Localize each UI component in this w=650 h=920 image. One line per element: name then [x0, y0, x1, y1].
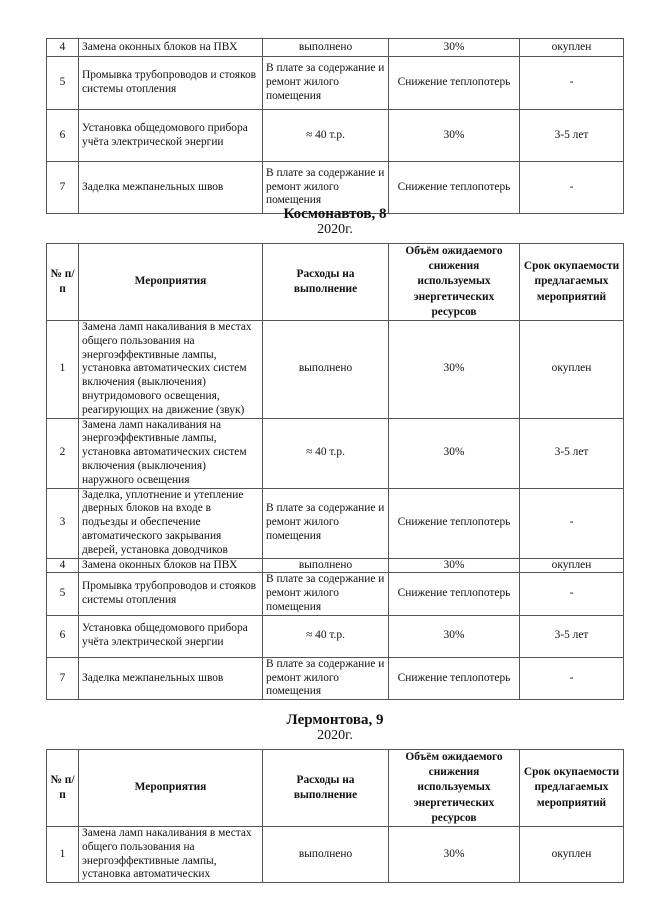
header-payback: Срок окупаемости предлагаемых мероприятий [520, 244, 624, 321]
table-row [47, 488, 624, 558]
activity-cell: Заделка, уплотнение и утепление дверных блоков на входе в подъезды и обеспечение автоматического закрывания дверей, установка доводчиков [79, 488, 263, 558]
activity-cell: Установка общедомового прибора учёта электрической энергии [79, 615, 263, 657]
cost-cell: В плате за содержание и ремонт жилого помещения [263, 657, 389, 699]
table-row [47, 573, 624, 615]
payback-cell: окуплен [520, 558, 624, 573]
activity-cell: Замена ламп накаливания на энергоэффективные лампы, установка автоматических систем включения (выключения) наружного освещения [79, 418, 263, 488]
volume-cell: Снижение теплопотерь [389, 488, 520, 558]
year-label: 2020г. [317, 222, 353, 237]
header-activity: Мероприятия [79, 750, 263, 827]
header-payback: Срок окупаемости предлагаемых мероприятий [520, 750, 624, 827]
header-volume: Объём ожидаемого снижения используемых энергетических ресурсов [389, 244, 520, 321]
activity-cell: Замена оконных блоков на ПВХ [79, 39, 263, 57]
payback-cell: 3-5 лет [520, 615, 624, 657]
section-heading-kosmonavtov [0, 206, 650, 237]
cost-cell: выполнено [263, 321, 389, 419]
volume-cell: 30% [389, 615, 520, 657]
payback-cell: окуплен [520, 39, 624, 57]
header-number: № п/п [47, 244, 79, 321]
payback-cell: 3-5 лет [520, 418, 624, 488]
address-title: Лермонтова, 9 [286, 712, 384, 728]
measures-table-lermontova [46, 749, 624, 883]
table-row [47, 110, 624, 162]
row-number: 4 [47, 558, 79, 573]
cost-cell: выполнено [263, 827, 389, 883]
table-header-row [47, 244, 624, 321]
measures-table-kosmonavtov [46, 243, 624, 700]
volume-cell: 30% [389, 827, 520, 883]
volume-cell: Снижение теплопотерь [389, 57, 520, 110]
table-row [47, 657, 624, 699]
payback-cell: - [520, 657, 624, 699]
measures-table-continued [46, 38, 624, 214]
activity-cell: Замена оконных блоков на ПВХ [79, 558, 263, 573]
table-row [47, 57, 624, 110]
cost-cell: выполнено [263, 39, 389, 57]
table-row [47, 321, 624, 419]
payback-cell: - [520, 162, 624, 214]
row-number: 6 [47, 615, 79, 657]
payback-cell: - [520, 488, 624, 558]
activity-cell: Установка общедомового прибора учёта электрической энергии [79, 110, 263, 162]
payback-cell: окуплен [520, 321, 624, 419]
row-number: 6 [47, 110, 79, 162]
volume-cell: Снижение теплопотерь [389, 162, 520, 214]
row-number: 5 [47, 573, 79, 615]
cost-cell: выполнено [263, 558, 389, 573]
activity-cell: Промывка трубопроводов и стояков системы отопления [79, 57, 263, 110]
address-title: Космонавтов, 8 [283, 206, 387, 222]
cost-cell: В плате за содержание и ремонт жилого помещения [263, 488, 389, 558]
cost-cell: В плате за содержание и ремонт жилого помещения [263, 162, 389, 214]
row-number: 5 [47, 57, 79, 110]
header-cost: Расходы на выполнение [263, 750, 389, 827]
volume-cell: 30% [389, 110, 520, 162]
activity-cell: Заделка межпанельных швов [79, 657, 263, 699]
header-volume: Объём ожидаемого снижения используемых энергетических ресурсов [389, 750, 520, 827]
cost-cell: ≈ 40 т.р. [263, 418, 389, 488]
row-number: 2 [47, 418, 79, 488]
activity-cell: Заделка межпанельных швов [79, 162, 263, 214]
row-number: 7 [47, 657, 79, 699]
year-label: 2020г. [317, 728, 353, 743]
table-header-row [47, 750, 624, 827]
table-row [47, 827, 624, 883]
cost-cell: В плате за содержание и ремонт жилого помещения [263, 573, 389, 615]
payback-cell: - [520, 573, 624, 615]
volume-cell: Снижение теплопотерь [389, 573, 520, 615]
cost-cell: ≈ 40 т.р. [263, 110, 389, 162]
section-heading-lermontova [0, 712, 650, 743]
volume-cell: 30% [389, 321, 520, 419]
row-number: 1 [47, 827, 79, 883]
table-row [47, 418, 624, 488]
activity-cell: Замена ламп накаливания в местах общего пользования на энергоэффективные лампы, установка автоматических [79, 827, 263, 883]
header-number: № п/п [47, 750, 79, 827]
volume-cell: 30% [389, 558, 520, 573]
volume-cell: 30% [389, 39, 520, 57]
payback-cell: 3-5 лет [520, 110, 624, 162]
activity-cell: Промывка трубопроводов и стояков системы отопления [79, 573, 263, 615]
table-row [47, 39, 624, 57]
cost-cell: ≈ 40 т.р. [263, 615, 389, 657]
table-row [47, 615, 624, 657]
payback-cell: окуплен [520, 827, 624, 883]
header-activity: Мероприятия [79, 244, 263, 321]
activity-cell: Замена ламп накаливания в местах общего пользования на энергоэффективные лампы, установка автоматических систем включения (выключения) внутридомового освещения, реагирующих на движение (звук) [79, 321, 263, 419]
cost-cell: В плате за содержание и ремонт жилого помещения [263, 57, 389, 110]
row-number: 7 [47, 162, 79, 214]
row-number: 3 [47, 488, 79, 558]
header-cost: Расходы на выполнение [263, 244, 389, 321]
row-number: 1 [47, 321, 79, 419]
payback-cell: - [520, 57, 624, 110]
table-row [47, 558, 624, 573]
volume-cell: 30% [389, 418, 520, 488]
volume-cell: Снижение теплопотерь [389, 657, 520, 699]
row-number: 4 [47, 39, 79, 57]
